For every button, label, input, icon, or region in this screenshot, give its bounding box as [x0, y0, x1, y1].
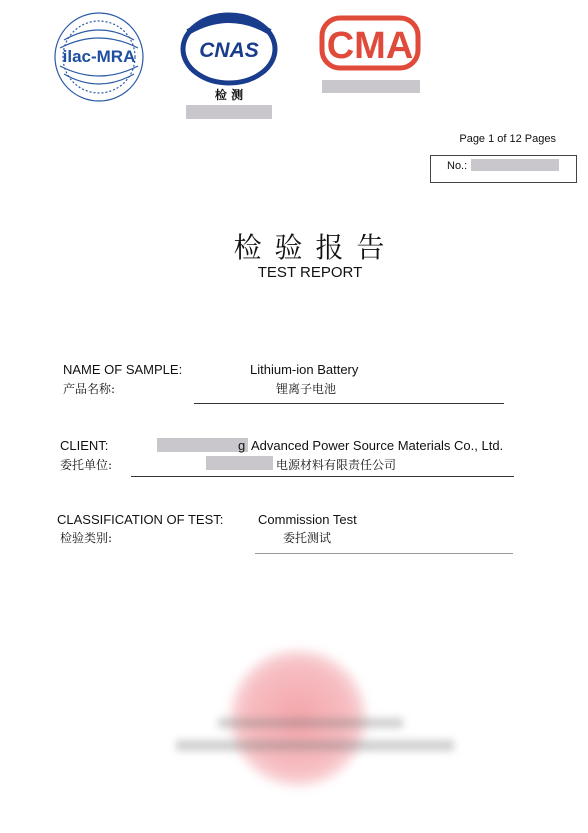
classification-value-en: Commission Test — [258, 512, 357, 527]
sample-underline — [194, 403, 504, 404]
redacted-report-number — [471, 159, 559, 171]
classification-label-cn: 检验类别: — [60, 531, 113, 545]
client-value-en: Advanced Power Source Materials Co., Ltd. — [251, 438, 504, 453]
report-title-en: TEST REPORT — [257, 264, 363, 281]
classification-label-en: CLASSIFICATION OF TEST: — [57, 512, 224, 527]
client-underline — [131, 476, 514, 477]
client-label-cn: 委托单位: — [60, 458, 113, 472]
svg-text:ilac-MRA: ilac-MRA — [62, 47, 136, 66]
report-number-box — [430, 155, 577, 183]
client-value-cn: 电源材料有限责任公司 — [276, 458, 397, 472]
ilac-mra-logo — [50, 10, 148, 104]
classification-value-cn: 委托测试 — [283, 531, 332, 545]
cma-logo — [318, 14, 422, 72]
client-value-en-partial: g — [238, 438, 246, 453]
client-label-en: CLIENT: — [60, 438, 109, 453]
blurred-lab-name-en — [176, 740, 454, 751]
page-count: Page 1 of 12 Pages — [459, 133, 556, 145]
sample-value-en: Lithium-ion Battery — [250, 362, 359, 377]
sample-label-en: NAME OF SAMPLE: — [63, 362, 183, 377]
blurred-lab-name-cn — [218, 718, 403, 728]
cnas-logo — [178, 12, 280, 92]
sample-label-cn: 产品名称: — [63, 382, 116, 396]
redacted-cma-id — [322, 80, 420, 93]
redacted-client-cn — [206, 456, 273, 470]
sample-value-cn: 锂离子电池 — [276, 382, 337, 396]
cnas-subtitle: 检 测 — [214, 88, 244, 102]
report-title-cn: 检 验 报 告 — [233, 231, 387, 264]
report-number-label: No.: — [447, 160, 468, 172]
svg-text:CNAS: CNAS — [199, 39, 259, 62]
redacted-cnas-id — [186, 105, 272, 119]
svg-text:CMA: CMA — [326, 25, 414, 67]
classification-underline — [255, 553, 513, 554]
redacted-client-en — [157, 438, 248, 452]
